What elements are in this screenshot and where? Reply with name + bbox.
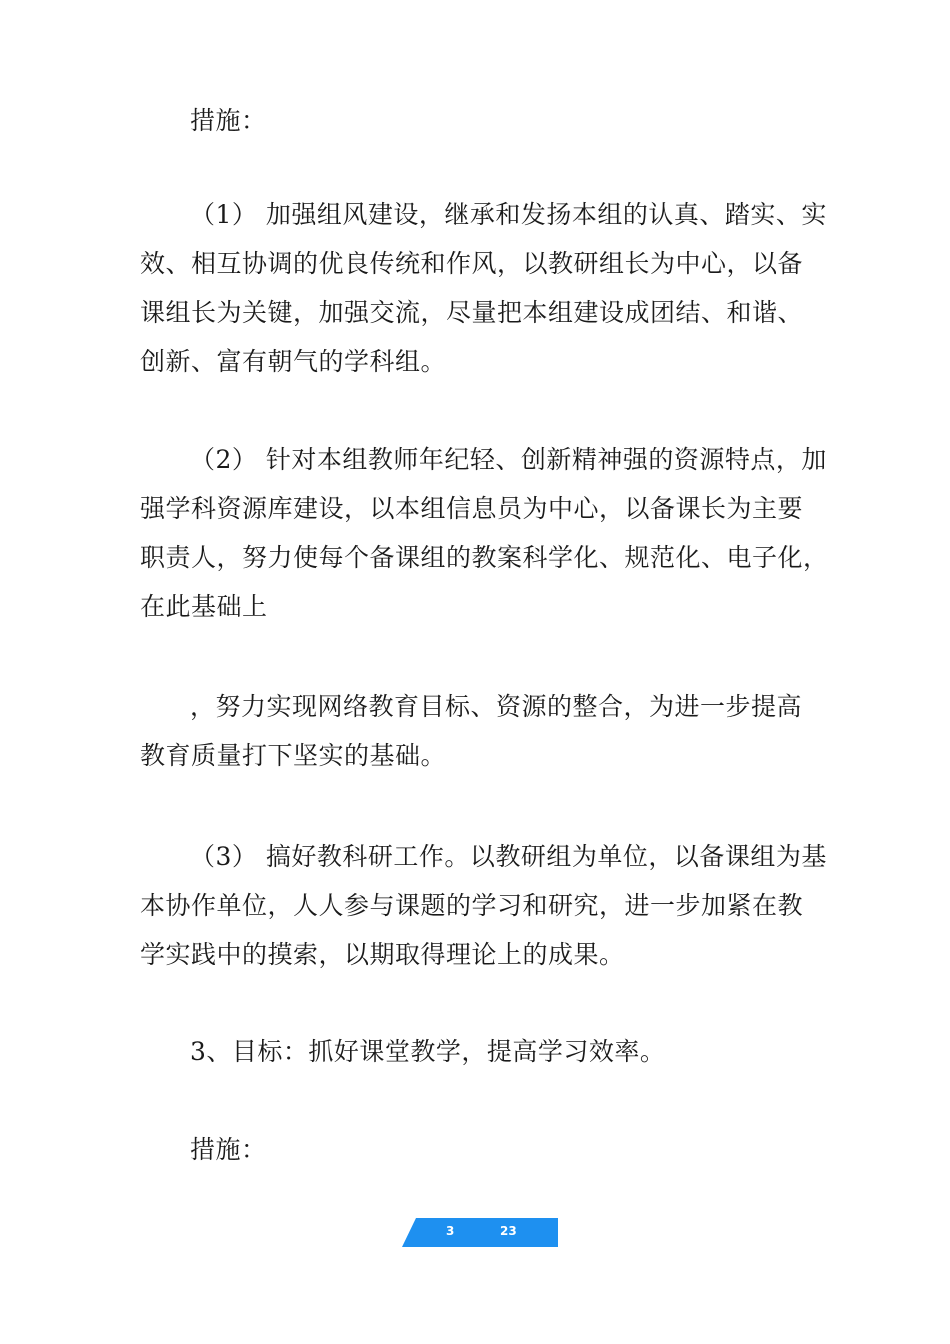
text-line: 学实践中的摸索，以期取得理论上的成果。 (140, 940, 625, 969)
text-line: 在此基础上 (140, 592, 268, 621)
goal-3 (140, 1027, 830, 1076)
current-page-number: 3 (446, 1224, 455, 1238)
measures-heading-2 (140, 1125, 830, 1174)
text-line: 职责人，努力使每个备课组的教案科学化、规范化、电子化， (140, 543, 829, 572)
text-line: 创新、富有朝气的学科组。 (140, 347, 447, 376)
text-line: ，努力实现网络教育目标、资源的整合，为进一步提高 (190, 692, 803, 721)
measures-heading-1 (140, 96, 830, 145)
text-line: 教育质量打下坚实的基础。 (140, 741, 447, 770)
page-number-badge (402, 1218, 558, 1247)
text-line: （3） 搞好教科研工作。以教研组为单位，以备课组为基 (190, 842, 827, 871)
text-line: 3、目标：抓好课堂教学，提高学习效率。 (190, 1037, 666, 1066)
text-line: （2） 针对本组教师年纪轻、创新精神强的资源特点，加 (190, 445, 827, 474)
total-pages-number: 23 (500, 1224, 517, 1238)
text-line: 强学科资源库建设，以本组信息员为中心，以备课长为主要 (140, 494, 804, 523)
text-line: 措施： (190, 106, 267, 135)
paragraph-4 (140, 832, 830, 979)
text-line: （1） 加强组风建设，继承和发扬本组的认真、踏实、实 (190, 200, 827, 229)
text-line: 本协作单位，人人参与课题的学习和研究，进一步加紧在教 (140, 891, 804, 920)
paragraph-2 (140, 435, 830, 631)
paragraph-3 (140, 682, 830, 780)
badge-shape (402, 1218, 558, 1247)
paragraph-1 (140, 190, 830, 386)
text-line: 效、相互协调的优良传统和作风，以教研组长为中心，以备 (140, 249, 804, 278)
text-line: 措施： (190, 1135, 267, 1164)
text-line: 课组长为关键，加强交流，尽量把本组建设成团结、和谐、 (140, 298, 804, 327)
